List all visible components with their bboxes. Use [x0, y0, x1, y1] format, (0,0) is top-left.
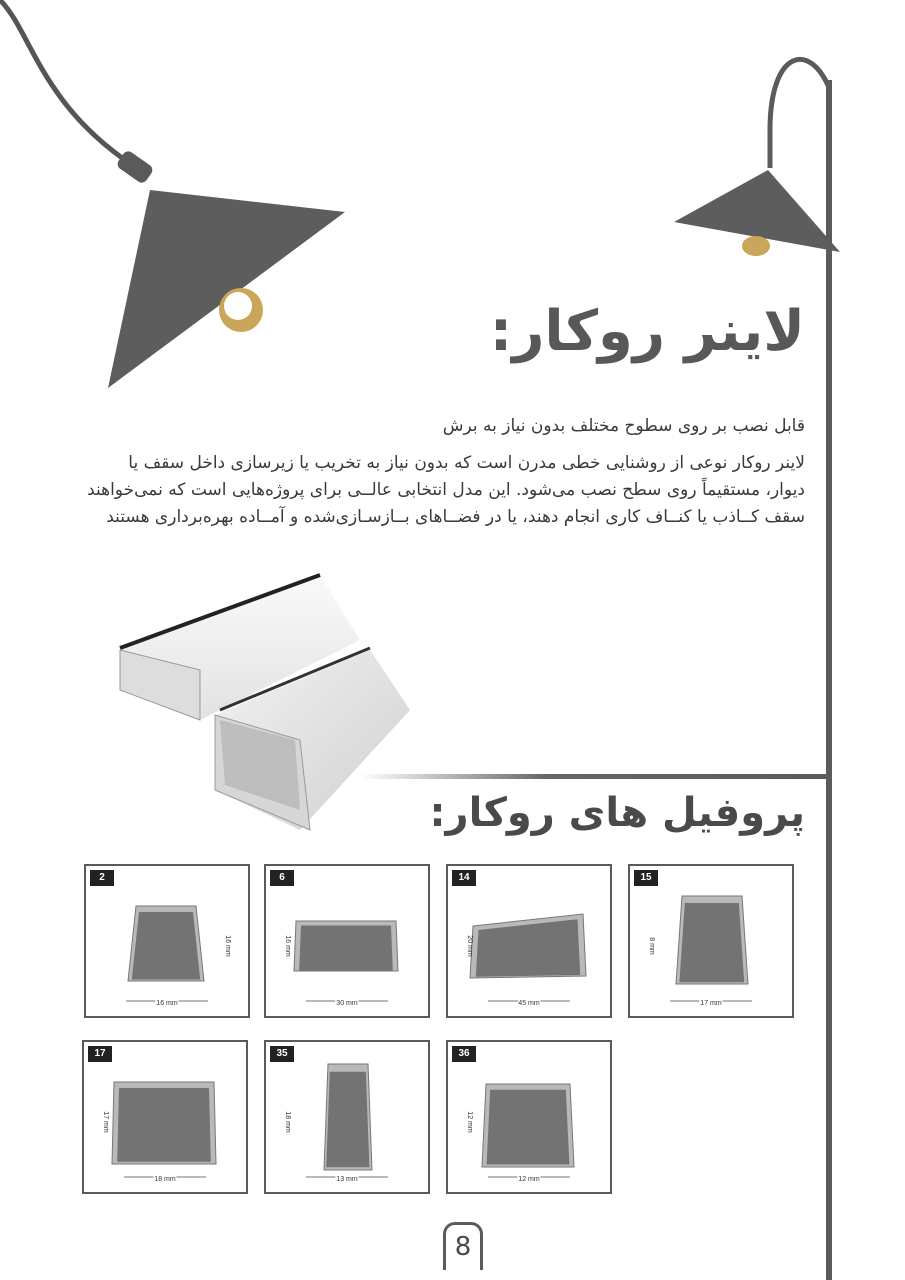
profile-inner: [299, 926, 393, 971]
width-label: 45 mm: [518, 1000, 540, 1007]
profile-number: 6: [270, 870, 294, 886]
height-label: 8 mm: [648, 937, 655, 955]
profile-inner: [117, 1088, 211, 1162]
width-label: 13 mm: [336, 1176, 358, 1183]
height-label: 17 mm: [102, 1111, 109, 1133]
width-label: 18 mm: [154, 1176, 176, 1183]
profile-number: 2: [90, 870, 114, 886]
profile-card-35: [264, 1040, 430, 1194]
profiles-title: پروفیل های روکار:: [429, 790, 805, 836]
profile-number: 15: [634, 870, 658, 886]
vertical-divider: [826, 80, 832, 1280]
profile-photo: [84, 1042, 246, 1192]
height-label: 16 mm: [284, 935, 291, 957]
subtitle: قابل نصب بر روی سطوح مختلف بدون نیاز به برش: [442, 416, 805, 436]
profile-card-17: [82, 1040, 248, 1194]
profile-number: 36: [452, 1046, 476, 1062]
width-label: 16 mm: [156, 1000, 178, 1007]
page-title: لاینر روکار:: [489, 299, 805, 364]
height-label: 18 mm: [284, 1111, 291, 1133]
profile-card-15: [628, 864, 794, 1018]
profile-inner: [132, 912, 200, 980]
wall-lamp-icon: [674, 59, 840, 256]
profile-number: 17: [88, 1046, 112, 1062]
lamp-cord: [0, 0, 125, 160]
profile-card-6: [264, 864, 430, 1018]
profile-inner: [487, 1090, 570, 1165]
profile-photo: [448, 1042, 610, 1192]
page-number-badge: [443, 1222, 483, 1270]
profile-inner: [326, 1072, 369, 1167]
height-label: 20 mm: [466, 935, 473, 957]
page-number: 8: [454, 1232, 472, 1262]
profile-card-2: [84, 864, 250, 1018]
width-label: 17 mm: [700, 1000, 722, 1007]
profile-photo: [266, 1042, 428, 1192]
height-label: 12 mm: [466, 1111, 473, 1133]
height-label: 16 mm: [224, 935, 231, 957]
description-paragraph: لاینر روکار نوعی از روشنایی خطی مدرن است که بدون نیاز به تخریب یا زیرسازی داخل سقف یا دیوار، مستقیماً روی سطح نصب می‌شود. این مدل انتخابی عالــی برای پروژه‌هایی است که نمی‌خواهند سقف کــاذب یا کنــاف کاری انجام دهند، یا در فضــاهای بــازسـازی‌شده و آمــاده بهره‌برداری هستند: [87, 453, 805, 527]
profile-photo: [448, 866, 610, 1016]
profile-card-36: [446, 1040, 612, 1194]
profile-number: 14: [452, 870, 476, 886]
profile-number: 35: [270, 1046, 294, 1062]
profile-card-14: [446, 864, 612, 1018]
width-label: 12 mm: [518, 1176, 540, 1183]
width-label: 30 mm: [336, 1000, 358, 1007]
profile-inner: [679, 903, 744, 982]
profile-photo: [86, 866, 248, 1016]
profile-photo: [266, 866, 428, 1016]
profile-photo: [630, 866, 792, 1016]
